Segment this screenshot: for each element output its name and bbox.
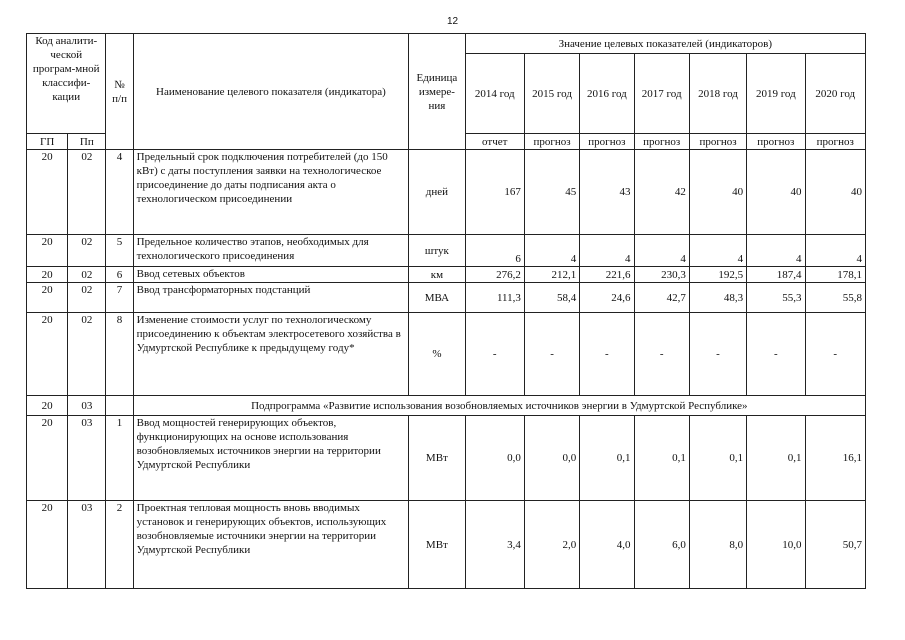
cell-value: 221,6 [580, 267, 634, 283]
cell-value: 4 [580, 235, 634, 267]
cell-value: 178,1 [805, 267, 866, 283]
cell-gp: 20 [27, 150, 68, 235]
cell-value: 55,3 [747, 283, 805, 313]
header-code-classification: Код аналити-ческой програм-мной классифи-кации [27, 34, 106, 134]
cell-pp: 02 [68, 235, 106, 267]
cell-gp: 20 [27, 235, 68, 267]
header-year: 2017 год [634, 54, 689, 134]
cell-value: 2,0 [524, 501, 579, 589]
cell-pp: 02 [68, 150, 106, 235]
header-kind: прогноз [805, 134, 866, 150]
cell-value: 42,7 [634, 283, 689, 313]
cell-pp: 03 [68, 416, 106, 501]
page-number: 12 [446, 16, 459, 27]
header-year: 2019 год [747, 54, 805, 134]
table-row [27, 283, 866, 313]
header-year: 2018 год [689, 54, 746, 134]
cell-unit: км [409, 267, 465, 283]
header-kind: прогноз [580, 134, 634, 150]
cell-indicator-name: Ввод трансформаторных подстанций [133, 283, 409, 313]
table-row [27, 501, 866, 589]
header-kind: прогноз [747, 134, 805, 150]
cell-value: 3,4 [465, 501, 524, 589]
cell-value: 0,1 [689, 416, 746, 501]
cell-gp: 20 [27, 416, 68, 501]
cell-value: - [524, 313, 579, 396]
cell-value: 6 [465, 235, 524, 267]
header-number: № п/п [106, 34, 133, 150]
cell-indicator-name: Предельное количество этапов, необходимых для технологического присоединения [133, 235, 409, 267]
cell-value: 0,0 [465, 416, 524, 501]
cell-number: 5 [106, 235, 133, 267]
cell-value: 40 [689, 150, 746, 235]
cell-value: 111,3 [465, 283, 524, 313]
cell-gp: 20 [27, 501, 68, 589]
cell-value: 16,1 [805, 416, 866, 501]
cell-pp: 02 [68, 283, 106, 313]
table-row [27, 235, 866, 267]
header-year: 2014 год [465, 54, 524, 134]
cell-indicator-name: Предельный срок подключения потребителей (до 150 кВт) с даты поступления заявки на технологическое присоединение до даты подписания акта о технологическом присоединении [133, 150, 409, 235]
header-kind: прогноз [689, 134, 746, 150]
cell-value: 42 [634, 150, 689, 235]
cell-number-empty [106, 396, 133, 416]
header-year: 2015 год [524, 54, 579, 134]
header-kind: отчет [465, 134, 524, 150]
cell-unit: МВА [409, 283, 465, 313]
cell-value: - [634, 313, 689, 396]
subprogram-row [27, 396, 866, 416]
cell-value: 43 [580, 150, 634, 235]
header-pp: Пп [68, 134, 106, 150]
table-row [27, 267, 866, 283]
subprogram-title: Подпрограмма «Развитие использования возобновляемых источников энергии в Удмуртской Республике» [133, 396, 865, 416]
cell-value: 212,1 [524, 267, 579, 283]
cell-pp: 02 [68, 267, 106, 283]
cell-unit: дней [409, 150, 465, 235]
cell-indicator-name: Ввод мощностей генерирующих объектов, функционирующих на основе использования возобновляемых источников энергии на территории Удмуртской Республики [133, 416, 409, 501]
cell-unit: МВт [409, 501, 465, 589]
cell-value: 0,1 [747, 416, 805, 501]
cell-value: 167 [465, 150, 524, 235]
cell-unit: % [409, 313, 465, 396]
cell-pp: 03 [68, 396, 106, 416]
cell-number: 6 [106, 267, 133, 283]
cell-value: 10,0 [747, 501, 805, 589]
cell-pp: 03 [68, 501, 106, 589]
cell-value: 24,6 [580, 283, 634, 313]
header-year: 2016 год [580, 54, 634, 134]
cell-number: 4 [106, 150, 133, 235]
cell-value: 0,1 [634, 416, 689, 501]
cell-value: 8,0 [689, 501, 746, 589]
cell-value: - [805, 313, 866, 396]
table-row [27, 150, 866, 235]
cell-number: 1 [106, 416, 133, 501]
cell-value: - [747, 313, 805, 396]
cell-value: 0,0 [524, 416, 579, 501]
cell-value: 4 [747, 235, 805, 267]
header-values-title: Значение целевых показателей (индикаторов) [465, 34, 865, 54]
cell-unit: МВт [409, 416, 465, 501]
cell-indicator-name: Проектная тепловая мощность вновь вводимых установок и генерирующих объектов, использующих возобновляемые источники энергии на территории Удмуртской Республики [133, 501, 409, 589]
cell-value: 192,5 [689, 267, 746, 283]
cell-value: 40 [805, 150, 866, 235]
cell-unit: штук [409, 235, 465, 267]
cell-value: 48,3 [689, 283, 746, 313]
cell-value: 45 [524, 150, 579, 235]
cell-value: 6,0 [634, 501, 689, 589]
cell-value: 4 [805, 235, 866, 267]
cell-value: 40 [747, 150, 805, 235]
cell-number: 8 [106, 313, 133, 396]
cell-value: 0,1 [580, 416, 634, 501]
table-row [27, 416, 866, 501]
header-kind: прогноз [634, 134, 689, 150]
cell-gp: 20 [27, 313, 68, 396]
header-year: 2020 год [805, 54, 866, 134]
cell-gp: 20 [27, 396, 68, 416]
cell-value: 4,0 [580, 501, 634, 589]
cell-value: 276,2 [465, 267, 524, 283]
header-unit: Единица измере-ния [409, 34, 465, 150]
cell-indicator-name: Изменение стоимости услуг по технологическому присоединению к объектам электросетевого хозяйства в Удмуртской Республике к предыдущему году* [133, 313, 409, 396]
cell-value: 4 [689, 235, 746, 267]
header-kind: прогноз [524, 134, 579, 150]
cell-value: - [689, 313, 746, 396]
header-gp: ГП [27, 134, 68, 150]
cell-value: - [465, 313, 524, 396]
cell-value: - [580, 313, 634, 396]
cell-gp: 20 [27, 267, 68, 283]
cell-value: 58,4 [524, 283, 579, 313]
cell-pp: 02 [68, 313, 106, 396]
cell-value: 4 [524, 235, 579, 267]
cell-number: 7 [106, 283, 133, 313]
cell-value: 230,3 [634, 267, 689, 283]
cell-gp: 20 [27, 283, 68, 313]
cell-value: 4 [634, 235, 689, 267]
header-indicator-name: Наименование целевого показателя (индикатора) [133, 34, 409, 150]
cell-value: 55,8 [805, 283, 866, 313]
indicators-table [26, 33, 866, 589]
cell-value: 50,7 [805, 501, 866, 589]
cell-number: 2 [106, 501, 133, 589]
table-row [27, 313, 866, 396]
cell-indicator-name: Ввод сетевых объектов [133, 267, 409, 283]
cell-value: 187,4 [747, 267, 805, 283]
